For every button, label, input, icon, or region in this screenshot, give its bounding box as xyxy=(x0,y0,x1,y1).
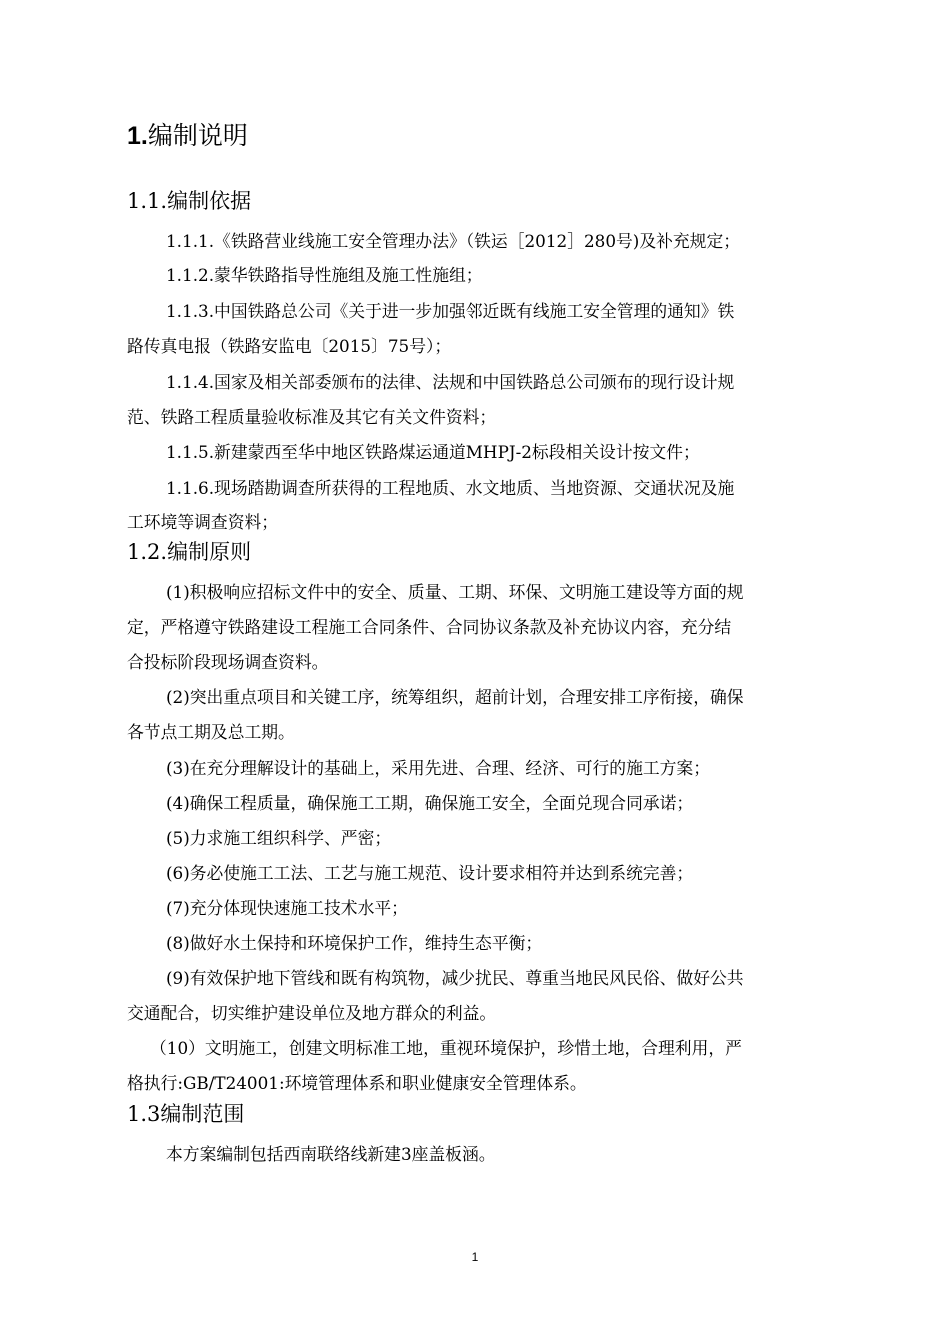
subsection-heading-scope: 1.3编制范围 xyxy=(127,1102,245,1126)
principle-8: (8)做好水土保持和环境保护工作，维持生态平衡； xyxy=(166,933,543,953)
subsection-heading-principles: 1.2.编制原则 xyxy=(127,540,252,564)
principle-1: (1)积极响应招标文件中的安全、质量、工期、环保、文明施工建设等方面的规 xyxy=(166,582,744,602)
principle-6: (6)务必使施工工法、工艺与施工规范、设计要求相符并达到系统完善； xyxy=(166,863,694,883)
subsection-heading-basis: 1.1.编制依据 xyxy=(127,189,252,213)
basis-item-2: 1.1.2.蒙华铁路指导性施组及施工性施组； xyxy=(166,265,483,285)
section-heading-1 xyxy=(127,118,248,154)
principle-7: (7)充分体现快速施工技术水平； xyxy=(166,898,408,918)
scope-text: 本方案编制包括西南联络线新建3座盖板涵。 xyxy=(166,1144,496,1164)
basis-item-6-cont: 工环境等调查资料； xyxy=(127,512,279,532)
principle-4: (4)确保工程质量，确保施工工期，确保施工安全，全面兑现合同承诺； xyxy=(166,793,694,813)
principle-3: (3)在充分理解设计的基础上，采用先进、合理、经济、可行的施工方案； xyxy=(166,758,710,778)
basis-item-1: 1.1.1.《铁路营业线施工安全管理办法》（铁运［2012］280号)及补充规定； xyxy=(166,231,741,251)
basis-item-3-cont: 路传真电报（铁路安监电〔2015〕75号）； xyxy=(127,336,452,356)
heading-text: 编制说明 xyxy=(147,121,248,150)
principle-2-cont: 各节点工期及总工期。 xyxy=(127,722,295,742)
principle-10: （10）文明施工，创建文明标准工地，重视环境保护，珍惜土地，合理利用，严 xyxy=(150,1038,742,1058)
basis-item-6: 1.1.6.现场踏勘调查所获得的工程地质、水文地质、当地资源、交通状况及施 xyxy=(166,478,735,498)
basis-item-5: 1.1.5.新建蒙西至华中地区铁路煤运通道MHPJ-2标段相关设计按文件； xyxy=(166,442,700,462)
principle-9: (9)有效保护地下管线和既有构筑物，减少扰民、尊重当地民风民俗、做好公共 xyxy=(166,968,744,988)
basis-item-4: 1.1.4.国家及相关部委颁布的法律、法规和中国铁路总公司颁布的现行设计规 xyxy=(166,372,735,392)
basis-item-4-cont: 范、铁路工程质量验收标准及其它有关文件资料； xyxy=(127,407,497,427)
basis-item-3: 1.1.3.中国铁路总公司《关于进一步加强邻近既有线施工安全管理的通知》铁 xyxy=(166,301,735,321)
principle-5: (5)力求施工组织科学、严密； xyxy=(166,828,392,848)
page-number: 1 xyxy=(471,1250,479,1264)
principle-10-cont: 格执行:GB/T24001:环境管理体系和职业健康安全管理体系。 xyxy=(127,1073,587,1093)
principle-9-cont: 交通配合，切实维护建设单位及地方群众的利益。 xyxy=(127,1003,497,1023)
heading-number: 1. xyxy=(127,122,148,150)
principle-1-cont-a: 定，严格遵守铁路建设工程施工合同条件、合同协议条款及补充协议内容，充分结 xyxy=(127,617,732,637)
principle-2: (2)突出重点项目和关键工序，统筹组织，超前计划，合理安排工序衔接，确保 xyxy=(166,687,744,707)
principle-1-cont-b: 合投标阶段现场调查资料。 xyxy=(127,652,329,672)
